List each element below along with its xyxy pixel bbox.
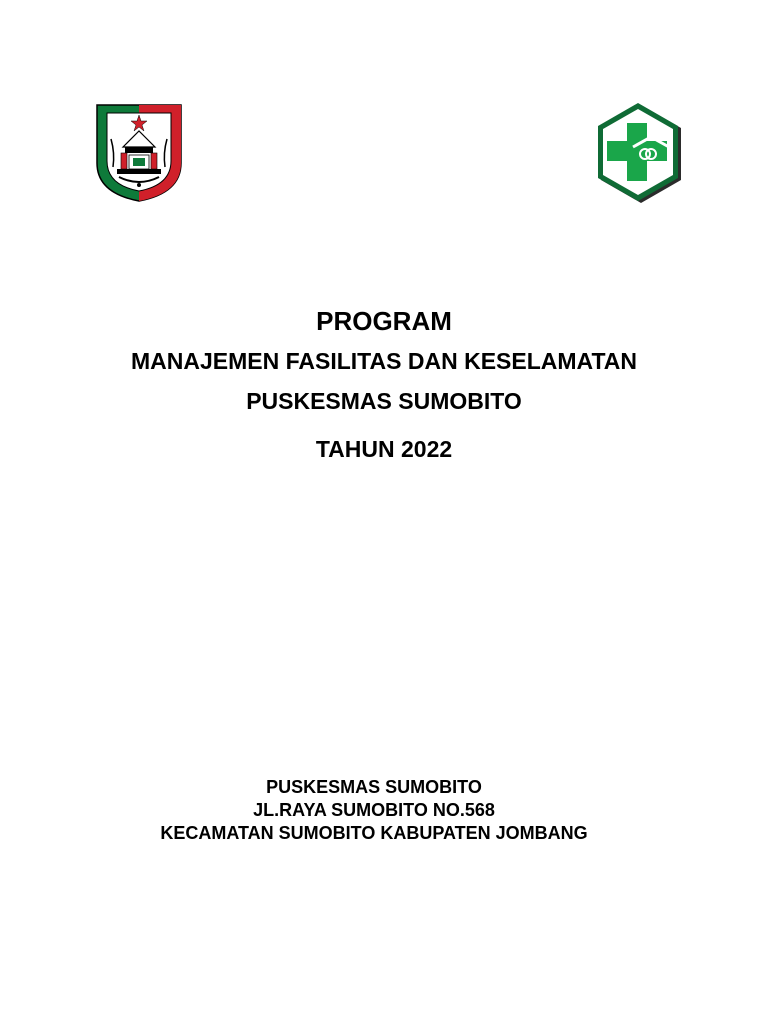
footer-address: JL.RAYA SUMOBITO NO.568 (253, 800, 495, 820)
document-heading: PROGRAM (316, 306, 452, 336)
footer-institution-name: PUSKESMAS SUMOBITO (266, 777, 482, 797)
document-title-line-2: PUSKESMAS SUMOBITO (246, 388, 522, 414)
document-year: TAHUN 2022 (315, 436, 453, 462)
jombang-regency-emblem-icon (95, 103, 183, 203)
puskesmas-logo-icon (593, 101, 683, 205)
footer-district: KECAMATAN SUMOBITO KABUPATEN JOMBANG (160, 823, 588, 843)
document-title-line-1: MANAJEMEN FASILITAS DAN KESELAMATAN (131, 348, 637, 374)
